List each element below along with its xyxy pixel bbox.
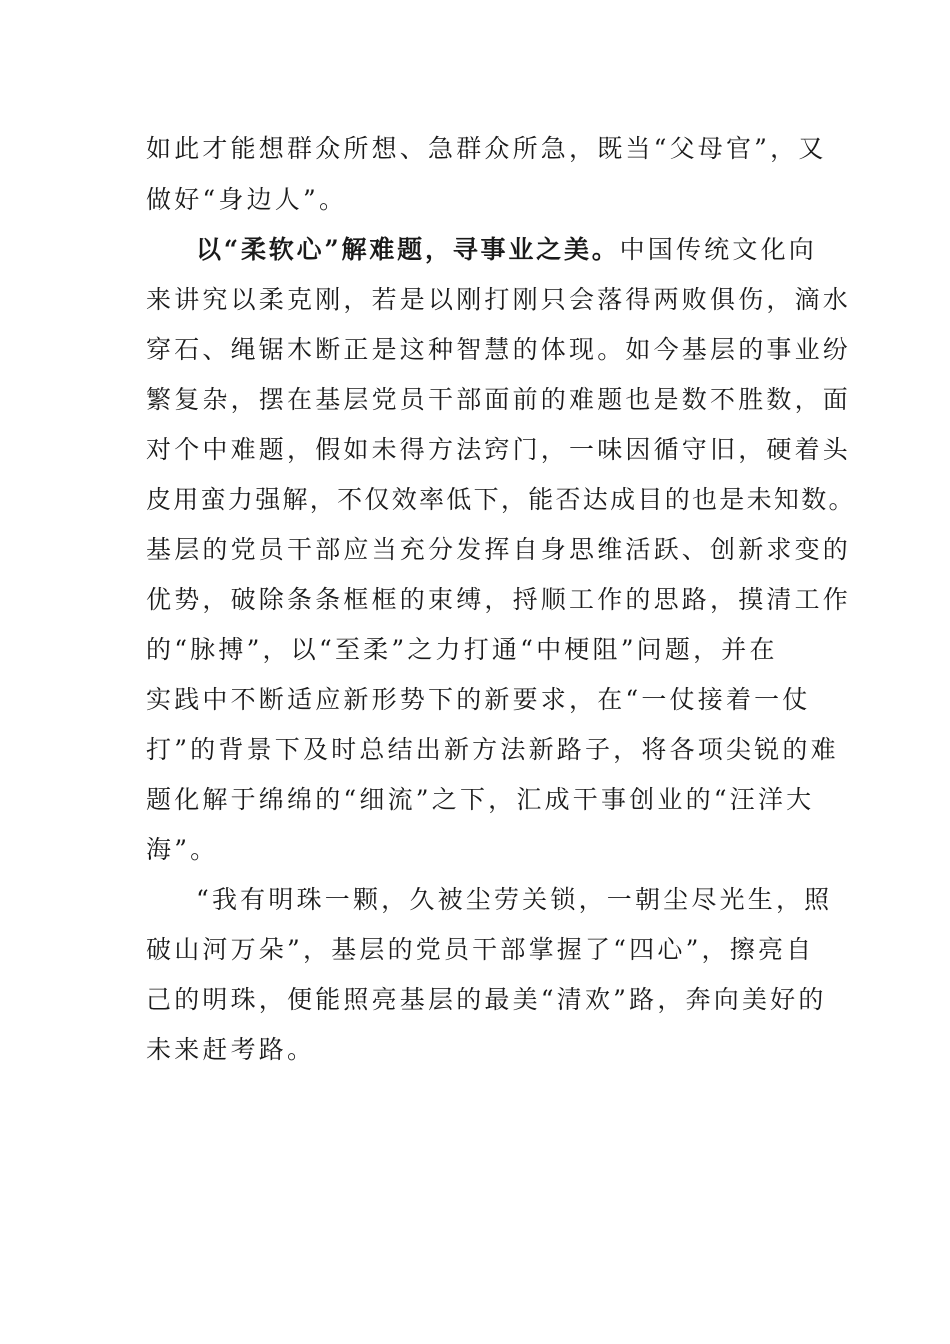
text-line: 穿石、绳锯木断正是这种智慧的体现。如今基层的事业纷 — [146, 335, 852, 364]
text-line: 的“脉搏”，以“至柔”之力打通“中梗阻”问题，并在 — [146, 635, 778, 664]
text-line: 如此才能想群众所想、急群众所急，既当“父母官”，又 — [146, 134, 827, 163]
text-line: 做好“身边人”。 — [146, 185, 348, 214]
text-line: 实践中不断适应新形势下的新要求，在“一仗接着一仗 — [146, 685, 811, 714]
text-line: “我有明珠一颗，久被尘劳关锁，一朝尘尽光生，照 — [196, 885, 833, 914]
paragraph-heading: 以“柔软心”解难题，寻事业之美。 — [196, 235, 620, 264]
text-line: 己的明珠，便能照亮基层的最美“清欢”路，奔向美好的 — [146, 985, 827, 1014]
text-line — [196, 232, 817, 268]
text-line: 基层的党员干部应当充分发挥自身思维活跃、创新求变的 — [146, 535, 852, 564]
text-line: 繁复杂，摆在基层党员干部面前的难题也是数不胜数，面 — [146, 385, 852, 414]
text-line: 来讲究以柔克刚，若是以刚打刚只会落得两败俱伤，滴水 — [146, 285, 852, 314]
text-span: 中国传统文化向 — [619, 235, 817, 264]
text-line: 对个中难题，假如未得方法窍门，一味因循守旧，硬着头 — [146, 435, 852, 464]
text-line: 海”。 — [146, 835, 219, 864]
text-line: 破山河万朵”，基层的党员干部掌握了“四心”，擦亮自 — [146, 935, 815, 964]
text-line: 打”的背景下及时总结出新方法新路子，将各项尖锐的难 — [146, 735, 839, 764]
text-line: 题化解于绵绵的“细流”之下，汇成干事创业的“汪洋大 — [146, 785, 815, 814]
text-line: 皮用蛮力强解，不仅效率低下，能否达成目的也是未知数。 — [146, 485, 856, 514]
text-line: 未来赶考路。 — [146, 1035, 316, 1064]
text-line: 优势，破除条条框框的束缚，捋顺工作的思路，摸清工作 — [146, 585, 852, 614]
